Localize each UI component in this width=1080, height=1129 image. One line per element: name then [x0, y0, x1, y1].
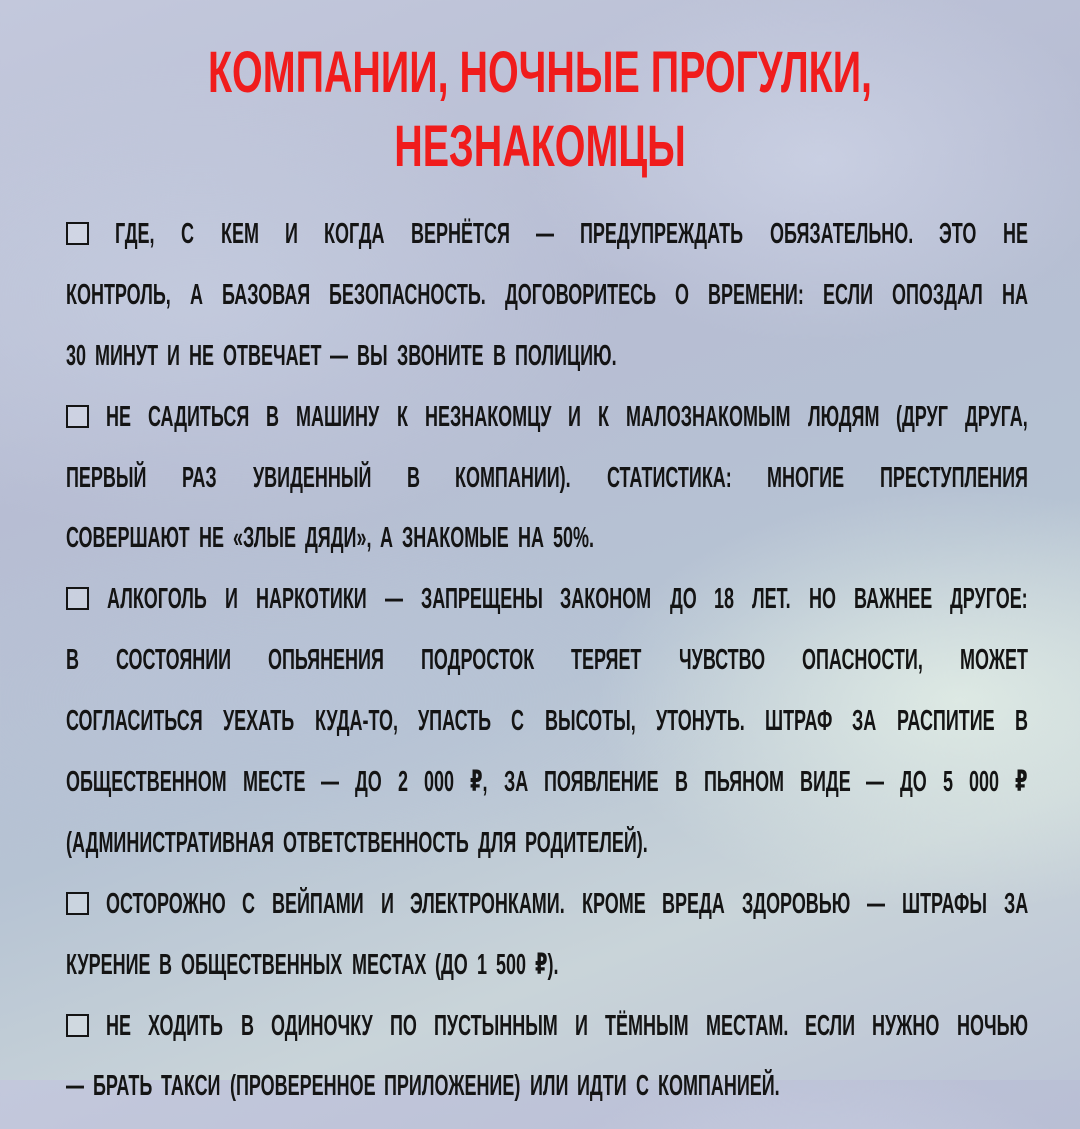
word: ВИДЕ	[799, 766, 851, 799]
word: В	[66, 644, 79, 677]
word: ПО	[389, 1009, 417, 1042]
checklist	[66, 216, 1028, 1129]
word: МНОГИЕ	[767, 461, 845, 494]
word: В	[406, 461, 420, 494]
word: (ДРУГ	[896, 400, 949, 433]
word: (АДМИНИСТРАТИВНАЯ	[66, 826, 275, 859]
word: С	[511, 705, 525, 738]
word: НЕ	[198, 522, 224, 555]
checklist-item-first-line	[66, 1008, 1028, 1069]
word: О	[675, 278, 690, 311]
checklist-item-first-line	[66, 216, 1028, 277]
word: ПУСТЫННЫМ	[433, 1009, 558, 1042]
word: ОТВЕЧАЕТ	[222, 339, 322, 372]
word: СОВЕРШАЮТ	[66, 522, 190, 555]
word: ЗА	[503, 766, 528, 799]
word: К	[598, 400, 610, 433]
word: МЕСТЕ	[242, 766, 306, 799]
word: НЕ	[106, 400, 132, 433]
word: ЗАПРЕЩЕНЫ	[420, 583, 543, 616]
word: ЗВОНИТЕ	[397, 339, 484, 372]
word: 50%.	[552, 522, 594, 555]
word: ЭТО	[939, 218, 977, 250]
word: —	[66, 1070, 84, 1103]
word: ВРЕМЕНИ:	[708, 278, 804, 311]
word: НЕ	[188, 339, 214, 372]
word: ВЫСОТЫ,	[544, 705, 636, 738]
word: ОТВЕТСТВЕННОСТЬ	[283, 826, 469, 859]
word: НА	[517, 522, 544, 555]
title-line-2: НЕЗНАКОМЦЫ	[394, 114, 686, 179]
word: ПОДРОСТОК	[421, 644, 535, 677]
word: НУЖНО	[872, 1009, 940, 1042]
checklist-item-first-line	[66, 399, 1028, 460]
word: ОПЬЯНЕНИЯ	[268, 644, 385, 677]
checklist-item-line	[66, 460, 1028, 521]
word: (ДО	[435, 948, 468, 981]
word: В	[240, 1009, 254, 1042]
word: ДРУГА,	[965, 400, 1028, 433]
word: ИЛИ	[529, 1070, 569, 1103]
word: —	[384, 583, 403, 616]
checklist-item-first-line	[66, 886, 1028, 947]
word: ПРИЛОЖЕНИЕ)	[384, 1070, 521, 1103]
word: КЕМ	[220, 218, 259, 250]
word: С	[181, 218, 195, 250]
word: КОМПАНИИ).	[455, 461, 571, 494]
word: 30	[66, 339, 87, 372]
word: БРАТЬ	[92, 1070, 153, 1103]
word: ВАЖНЕЕ	[853, 583, 933, 616]
word: ХОДИТЬ	[148, 1009, 224, 1042]
checkbox-icon	[66, 892, 89, 915]
word: —	[866, 766, 885, 799]
word: ШТРАФЫ	[901, 887, 987, 920]
word: ДО	[669, 583, 697, 616]
word: —	[867, 887, 886, 920]
word: ЗНАКОМЫЕ	[402, 522, 509, 555]
word: ПРЕДУПРЕЖДАТЬ	[580, 218, 744, 250]
word: А	[189, 278, 203, 311]
word: И	[224, 583, 238, 616]
checklist-item-line	[66, 703, 1028, 764]
word: НЕ	[1002, 218, 1028, 250]
word: ЗА	[1003, 887, 1028, 920]
word: ОБЩЕСТВЕННОМ	[66, 766, 227, 799]
word: АЛКОГОЛЬ	[107, 583, 207, 616]
word: ЗАКОНОМ	[560, 583, 652, 616]
checklist-item-line	[66, 642, 1028, 703]
word: УЕХАТЬ	[223, 705, 295, 738]
word: УВИДЕННЫЙ	[252, 461, 371, 494]
word: ОПОЗДАЛ	[892, 278, 983, 311]
word: БАЗОВАЯ	[221, 278, 311, 311]
checklist-item-first-line	[66, 581, 1028, 642]
word: В	[1014, 705, 1028, 738]
word: И	[284, 218, 298, 250]
word: С	[242, 887, 256, 920]
checkbox-icon	[66, 1014, 89, 1037]
word: ₽).	[534, 948, 559, 981]
word: И	[167, 339, 180, 372]
page-title	[173, 36, 907, 184]
word: УТОНУТЬ.	[655, 705, 745, 738]
checklist-item-line	[66, 520, 1028, 581]
checklist-item-line	[66, 764, 1028, 825]
word: ОБЩЕСТВЕННЫХ	[181, 948, 343, 981]
word: НО	[808, 583, 836, 616]
checklist-item-line	[66, 825, 1028, 886]
word: ЕСЛИ	[805, 1009, 856, 1042]
word: С	[635, 1070, 649, 1103]
word: ВРЕДА	[662, 887, 726, 920]
word: ЛЕТ.	[752, 583, 791, 616]
word: ИДТИ	[577, 1070, 627, 1103]
word: МАШИНУ	[296, 400, 380, 433]
word: НЕЗНАКОМЦУ	[424, 400, 552, 433]
word: МИНУТ	[95, 339, 159, 372]
word: ОПАСНОСТИ,	[802, 644, 923, 677]
word: —	[321, 766, 340, 799]
word: УПАСТЬ	[417, 705, 491, 738]
word: КРОМЕ	[581, 887, 646, 920]
word: ВЕРНЁТСЯ	[410, 218, 510, 250]
word: А	[380, 522, 394, 555]
word: ТЁМНЫМ	[604, 1009, 689, 1042]
word: ЗА	[852, 705, 877, 738]
word: НА	[1002, 278, 1028, 311]
word: ЕСЛИ	[823, 278, 874, 311]
word: ДО	[355, 766, 382, 799]
word: НОЧЬЮ	[956, 1009, 1028, 1042]
word: ТАКСИ	[161, 1070, 221, 1103]
word: ЗДОРОВЬЮ	[742, 887, 851, 920]
word: И	[380, 887, 394, 920]
checklist-item-line	[66, 277, 1028, 338]
word: ТЕРЯЕТ	[571, 644, 642, 677]
word: ПЬЯНОМ	[703, 766, 784, 799]
word: 1	[476, 948, 487, 981]
word: (ПРОВЕРЕННОЕ	[229, 1070, 376, 1103]
word: БЕЗОПАСНОСТЬ.	[329, 278, 486, 311]
word: КУДА-ТО,	[314, 705, 398, 738]
checkbox-icon	[66, 222, 89, 245]
word: МЕСТАХ	[351, 948, 427, 981]
word: ПОЛИЦИЮ.	[514, 339, 617, 372]
word: 000	[424, 766, 455, 799]
word: КОМПАНИЕЙ.	[657, 1070, 780, 1103]
word: ОДИНОЧКУ	[270, 1009, 373, 1042]
word: РАСПИТИЕ	[896, 705, 995, 738]
word: ДЯДИ»,	[304, 522, 372, 555]
word: РАЗ	[182, 461, 217, 494]
word: ШТРАФ	[764, 705, 833, 738]
word: СОСТОЯНИИ	[116, 644, 232, 677]
word: НЕ	[106, 1009, 132, 1042]
word: 2	[398, 766, 409, 799]
word: КУРЕНИЕ	[66, 948, 151, 981]
word: ВЫ	[357, 339, 389, 372]
word: ДОГОВОРИТЕСЬ	[504, 278, 657, 311]
word: МАЛОЗНАКОМЫМ	[626, 400, 791, 433]
word: МОЖЕТ	[960, 644, 1029, 677]
word: ДРУГОЕ:	[950, 583, 1028, 616]
word: «ЗЛЫЕ	[232, 522, 296, 555]
word: К	[396, 400, 408, 433]
word: —	[330, 339, 349, 372]
word: ПЕРВЫЙ	[66, 461, 147, 494]
word: ВЕЙПАМИ	[272, 887, 364, 920]
word: В	[674, 766, 688, 799]
word: ЛЮДЯМ	[807, 400, 880, 433]
word: И	[574, 1009, 588, 1042]
word: СТАТИСТИКА:	[606, 461, 732, 494]
checklist-item-line	[66, 338, 1028, 399]
word: 5	[943, 766, 954, 799]
word: МЕСТАМ.	[705, 1009, 788, 1042]
word: 000	[969, 766, 1000, 799]
word: ОСТОРОЖНО	[105, 887, 226, 920]
word: КОНТРОЛЬ,	[66, 278, 171, 311]
word: И	[568, 400, 582, 433]
checklist-item-line	[66, 947, 1028, 1008]
word: ₽,	[470, 766, 488, 799]
checkbox-icon	[66, 587, 89, 610]
word: ПРЕСТУПЛЕНИЯ	[879, 461, 1028, 494]
word: ПОЯВЛЕНИЕ	[543, 766, 659, 799]
word: —	[536, 218, 555, 250]
word: ДЛЯ	[477, 826, 517, 859]
checkbox-icon	[66, 405, 89, 428]
checklist-item-line	[66, 1068, 1028, 1129]
word: ЭЛЕКТРОНКАМИ.	[410, 887, 566, 920]
word: ЧУВСТВО	[678, 644, 766, 677]
word: НАРКОТИКИ	[255, 583, 367, 616]
word: ДО	[900, 766, 928, 799]
word: САДИТЬСЯ	[148, 400, 250, 433]
word: СОГЛАСИТЬСЯ	[66, 705, 203, 738]
word: В	[266, 400, 280, 433]
title-line-1: КОМПАНИИ, НОЧНЫЕ ПРОГУЛКИ,	[207, 40, 872, 105]
word: 500	[495, 948, 526, 981]
word: ОБЯЗАТЕЛЬНО.	[769, 218, 913, 250]
word: В	[159, 948, 173, 981]
word: В	[492, 339, 506, 372]
word: РОДИТЕЛЕЙ).	[525, 826, 648, 859]
word: ₽	[1015, 766, 1028, 799]
word: 18	[714, 583, 735, 616]
word: ГДЕ,	[115, 218, 155, 250]
word: КОГДА	[324, 218, 385, 250]
